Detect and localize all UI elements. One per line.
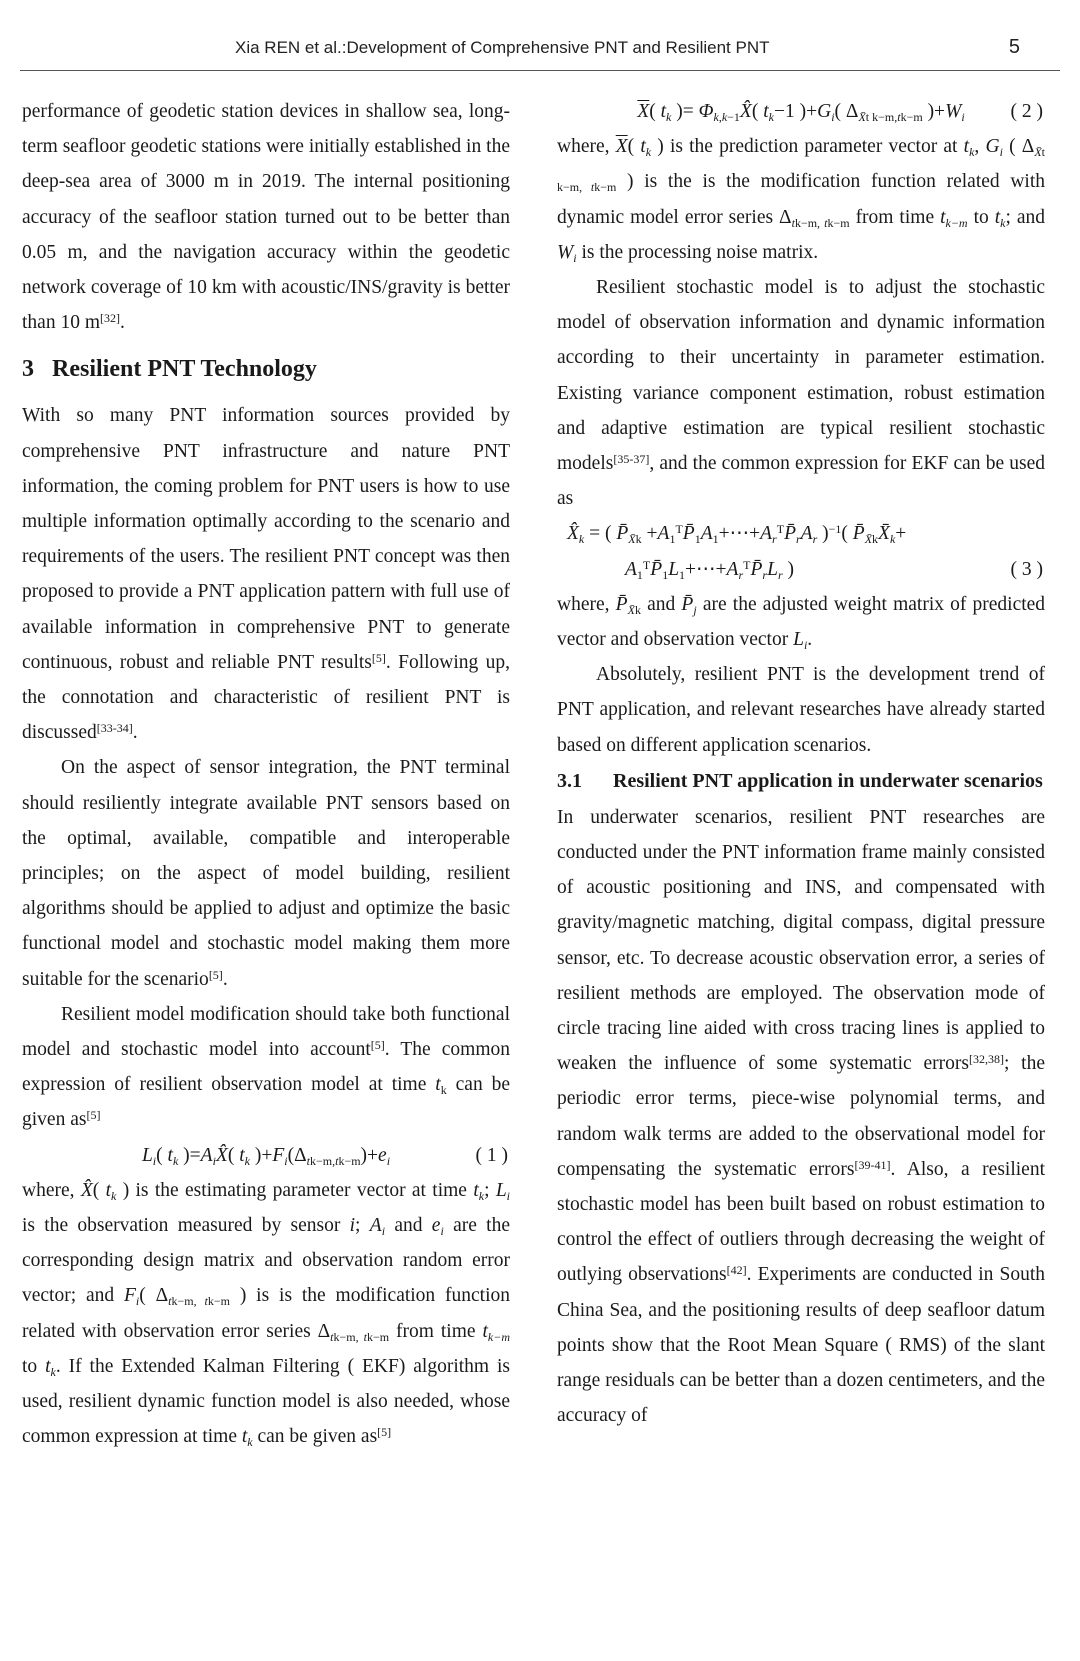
- paragraph: In underwater scenarios, resilient PNT researches are conducted under the PNT information frame mainly consisted of acoustic positioning and INS, and compensated with gravity/magnetic matching, digital compass, digital pressure sensor, etc. To decrease acoustic observation error, a series of resilient methods are employed. The observation mode of circle tracing line aided with cross tracing lines is applied to weaken the influence of some systematic errors[32,38]; the periodic error terms, piece-wise polynomial terms, and random walk terms are added to the observational model for compensating the systematic errors[39-41]. Also, a resilient stochastic model has been built based on robust estimation to control the effect of outliers through decreasing the weight of outlying observations[42]. Experiments are conducted in South China Sea, and the positioning results of deep seafloor datum points show that the Root Mean Square ( RMS) of the slant range residuals can be better than a dozen centimeters, and the accuracy of: [557, 806, 1045, 1427]
- page-number: 5: [1008, 36, 1020, 58]
- right-column: [557, 94, 1045, 1433]
- equation-2: $\overline{X}$( $t_k$ )= $\Phi_{k,k-1}X̂$( $t_k-1$ )$+G_i$( $\Delta_{X̄t k-m,tk-m}$ )$+W_i$ ( 2 ): [557, 94, 1045, 129]
- paragraph: With so many PNT information sources provided by comprehensive PNT infrastructure and nature PNT information, the coming problem for PNT users is how to use multiple information optimally according to the scenario and requirements of the users. The resilient PNT concept was then proposed to provide a PNT application pattern with full use of available information in comprehensive PNT to generate continuous, robust and reliable PNT results[5]. Following up, the connotation and characteristic of resilient PNT is discussed[33-34].: [22, 405, 511, 744]
- paragraph: On the aspect of sensor integration, the PNT terminal should resiliently integrate available PNT sensors based on the optimal, available, compatible and interoperable principles; on the aspect of model building, resilient algorithms should be applied to adjust and optimize the basic functional model and stochastic model making them more suitable for the scenario[5].: [22, 757, 510, 990]
- paragraph: where, X̂( $t_k$ ) is the estimating parameter vector at time $t_k$; $L_i$ is the observation measured by sensor i; $A_i$ and $e_i$ are the corresponding design matrix and observation random error vector; and $F_i$( $\Delta_{tk-m, tk-m}$ ) is is the modification function related with observation error series $\Delta_{tk-m, tk-m}$ from time $t_{k-m}$ to $t_k$. If the Extended Kalman Filtering ( EKF) algorithm is used, resilient dynamic function model is also needed, whose common expression at time $t_k$ can be given as[5]: [22, 1179, 511, 1450]
- paragraph: Resilient stochastic model is to adjust the stochastic model of observation information and dynamic information according to their uncertainty in parameter estimation. Existing variance component estimation, robust estimation and adaptive estimation are typical resilient stochastic models[35-37], and the common expression for EKF can be used as: [557, 277, 1045, 510]
- equation-number: ( 2 ): [1010, 101, 1043, 122]
- page-header: [20, 0, 1060, 71]
- equation-3: $X̂_k$ = ( $P̄_{X̄k}$ $+A_1^TP̄_1A_1+\cdots+A_r^TP̄_rA_r$ )$^{-1}$( $P̄_{X̄k}X̄_k+$ $A_1^TP̄_1L_1+\cdots+A_r^TP̄_rL_r$ ) ( 3 ): [557, 516, 1045, 586]
- paragraph: where, $P̄_{X̄k}$ and $P̄_j$ are the adjusted weight matrix of predicted vector and observation vector $L_i$.: [557, 593, 1046, 653]
- equation-1: $L_i$( $t_k$ )$=A_iX̂$( $t_k$ )$+F_i(\Delta_{tk-m,tk-m})+e_i$ ( 1 ): [22, 1138, 510, 1173]
- running-title: Xia REN et al.:Development of Comprehensive PNT and Resilient PNT: [235, 38, 770, 57]
- section-heading: 3 Resilient PNT Technology: [22, 356, 317, 383]
- paragraph: performance of geodetic station devices in shallow sea, long-term seafloor geodetic stations were initially established in the deep-sea area of 3000 m in 2019. The internal positioning accuracy of the seafloor station turned out to be better than 0.05 m, and the navigation accuracy within the geodetic network coverage of 10 km with acoustic/INS/gravity is better than 10 m[32].: [22, 101, 510, 334]
- paragraph: where, $\overline{X}$( $t_k$ ) is the prediction parameter vector at $t_k$, $G_i$ ( $\Delta_{X̄t k-m, tk-m}$ ) is the is the modification function related with dynamic model error series $\Delta_{tk-m, tk-m}$ from time $t_{k-m}$ to $t_k$; and $W_i$ is the processing noise matrix.: [557, 136, 1046, 265]
- paragraph: Absolutely, resilient PNT is the development trend of PNT application, and relevant researches have already started based on different application scenarios.: [557, 664, 1045, 756]
- equation-number: ( 1 ): [475, 1144, 508, 1166]
- subsection-heading: 3.1 Resilient PNT application in underwater scenarios: [557, 769, 1043, 792]
- equation-number: ( 3 ): [1010, 558, 1043, 580]
- paragraph: Resilient model modification should take both functional model and stochastic model into account[5]. The common expression of resilient observation model at time $t_k$ can be given as[5]: [22, 1003, 511, 1131]
- left-column: [22, 94, 510, 1455]
